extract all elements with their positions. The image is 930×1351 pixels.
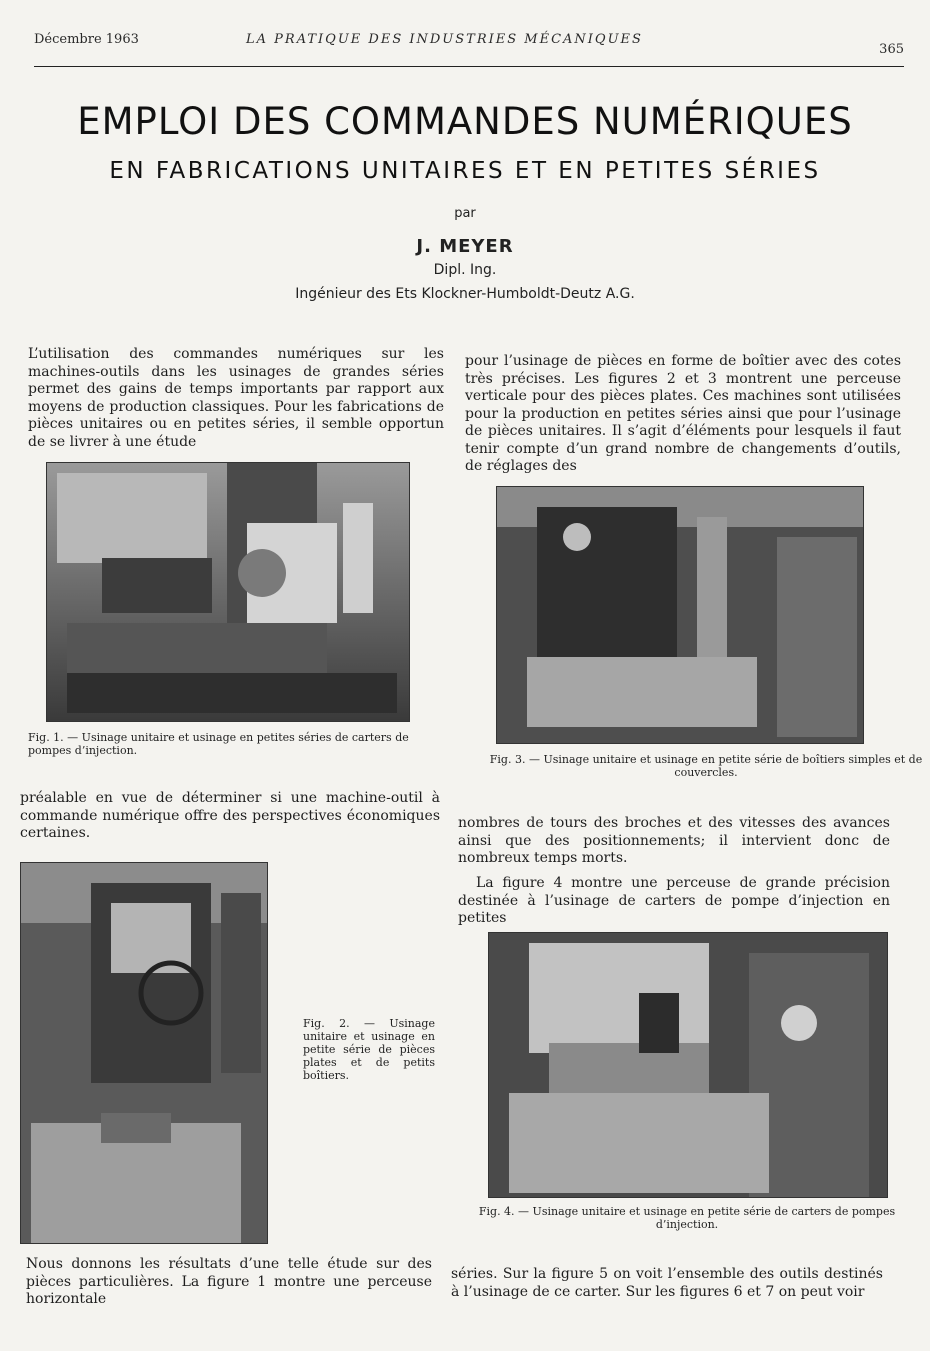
figure-1-caption: Fig. 1. — Usinage unitaire et usinage en petites séries de carters de pompes d’injection.: [28, 731, 409, 757]
author-degree: Dipl. Ing.: [433, 262, 497, 278]
article-subtitle: EN FABRICATIONS UNITAIRES ET EN PETITES SÉRIES: [109, 158, 821, 184]
figure-2-photo: [20, 862, 268, 1244]
figure-4-photo: [488, 932, 888, 1198]
paragraph-series: séries. Sur la figure 5 on voit l’ensemble des outils destinés à l’usinage de ce carter. Sur les figures 6 et 7 on peut voir: [451, 1266, 883, 1300]
page-number: 365: [879, 42, 904, 57]
paragraph-intro: L’utilisation des commandes numériques sur les machines-outils dans les usinages de grandes séries permet des gains de temps importants par rapport aux moyens de production classiques. Pour les fabrications de pièces unitaires ou en petites séries, il semble opportun de se livrer à une étude: [28, 346, 444, 450]
figure-2-caption: Fig. 2. — Usinage unitaire et usinage en petite série de pièces plates et de petits boîtiers.: [303, 1017, 435, 1082]
figure-3-photo: [496, 486, 864, 744]
paragraph-nombres: nombres de tours des broches et des vitesses des avances ainsi que des positionnements; il intervient donc de nombreux temps morts.: [458, 815, 890, 866]
author-name: J. MEYER: [416, 236, 514, 257]
running-header-journal: LA PRATIQUE DES INDUSTRIES MÉCANIQUES: [246, 32, 643, 47]
figure-1-photo: [46, 462, 410, 722]
article-title: EMPLOI DES COMMANDES NUMÉRIQUES: [77, 100, 853, 143]
paragraph-figure-4: La figure 4 montre une perceuse de grande précision destinée à l’usinage de carters de pompe d’injection en petites: [458, 875, 890, 926]
author-affiliation: Ingénieur des Ets Klockner-Humboldt-Deutz A.G.: [295, 286, 635, 302]
paragraph-prealable: préalable en vue de déterminer si une machine-outil à commande numérique offre des perspectives économiques certaines.: [20, 790, 440, 841]
figure-4-caption: Fig. 4. — Usinage unitaire et usinage en petite série de carters de pompes d’injection.: [478, 1205, 896, 1231]
figure-3-caption: Fig. 3. — Usinage unitaire et usinage en petite série de boîtiers simples et de couvercles.: [489, 753, 923, 779]
header-rule: [34, 66, 904, 67]
running-header-date: Décembre 1963: [34, 32, 139, 47]
byline-par: par: [454, 206, 476, 221]
paragraph-resultats: Nous donnons les résultats d’une telle étude sur des pièces particulières. La figure 1 montre une perceuse horizontale: [26, 1256, 432, 1307]
paragraph-usinage: pour l’usinage de pièces en forme de boîtier avec des cotes très précises. Les figures 2 et 3 montrent une perceuse verticale pour des pièces plates. Ces machines sont utilisées pour la production en petites séries ainsi que pour l’usinage de pièces unitaires. Il s’agit d’éléments pour lesquels il faut tenir compte d’un grand nombre de changements d’outils, de réglages des: [465, 353, 901, 474]
